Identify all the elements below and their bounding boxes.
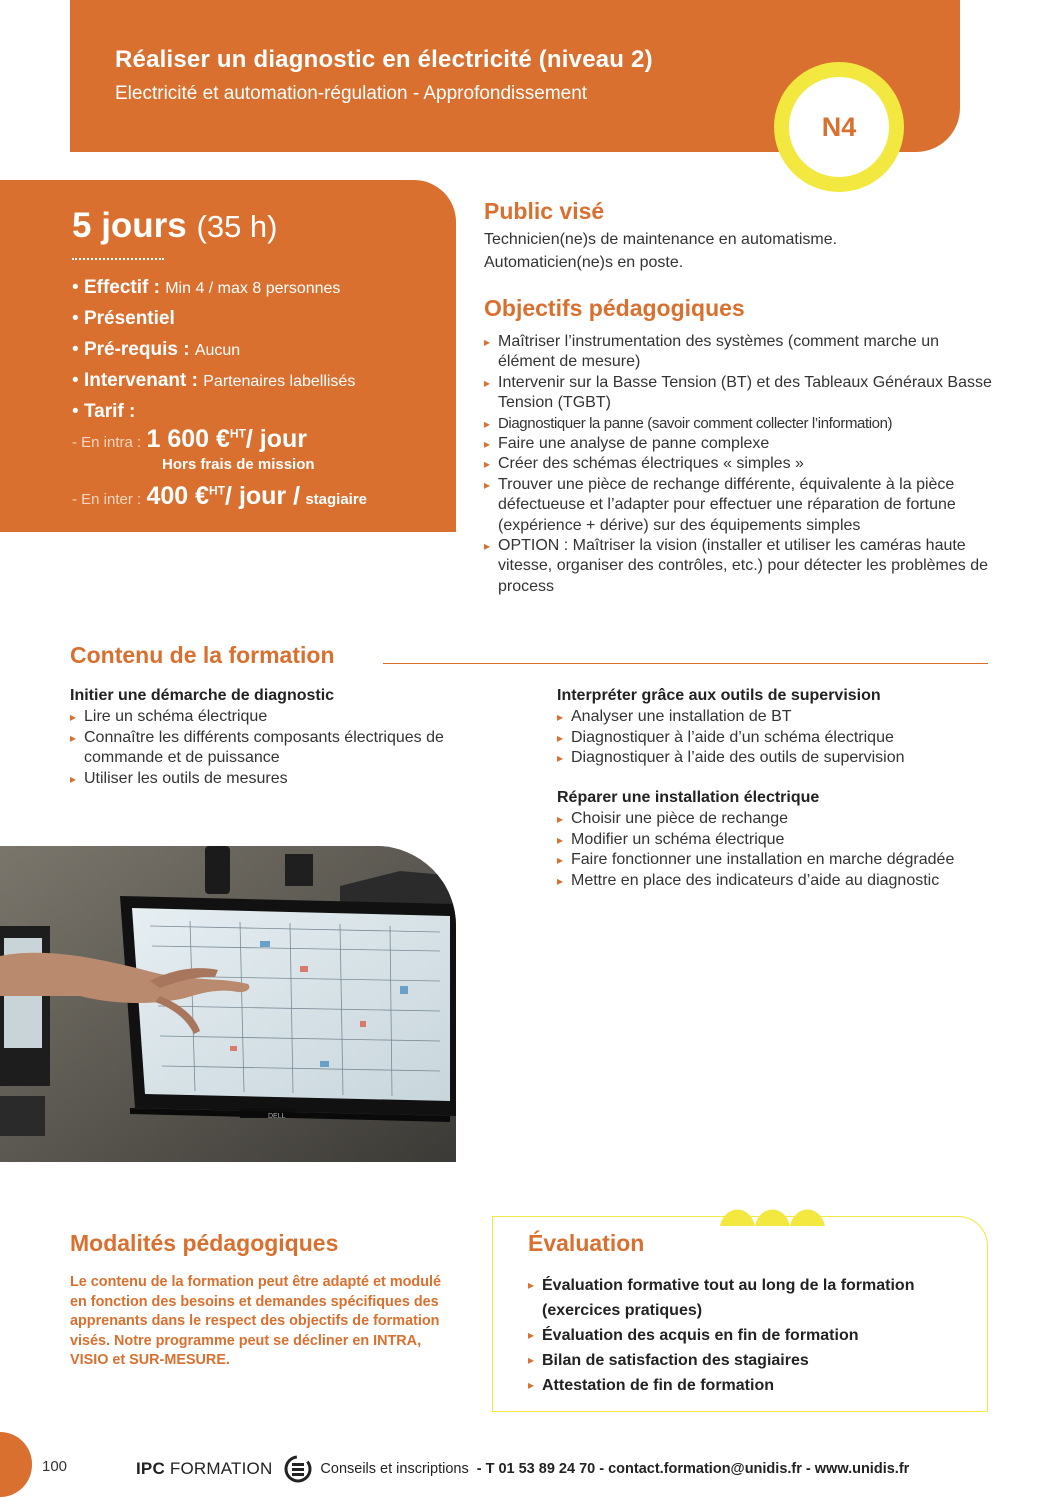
duration-divider: [72, 258, 164, 260]
list-item: ▸ Trouver une pièce de rechange différente, équivalente à la pièce défectueuse et l’adapter pour effectuer une réparation de fortune (expérience + dérive) sur des équipements simples: [484, 475, 994, 536]
contenu-block-diagnostic: [70, 686, 490, 789]
effectif-row: • Effectif : Min 4 / max 8 personnes: [72, 277, 341, 298]
objectifs-list: [484, 332, 994, 597]
list-item: ▸ Choisir une pièce de rechange: [557, 809, 957, 829]
wave-decoration-icon: [720, 1196, 840, 1236]
list-item: ▸ Modifier un schéma électrique: [557, 830, 957, 850]
page-title: Réaliser un diagnostic en électricité (niveau 2): [115, 46, 653, 73]
presentiel-row: • Présentiel: [72, 308, 175, 329]
hors-frais: Hors frais de mission: [162, 456, 315, 473]
duration: [72, 206, 277, 246]
duration-days: 5 jours: [72, 206, 187, 245]
public-title: Public visé: [484, 198, 605, 224]
page-number: 100: [42, 1458, 68, 1475]
list-item: ▸ Faire fonctionner une installation en marche dégradée: [557, 850, 957, 870]
evaluation-list: [528, 1273, 968, 1398]
list-item: ▸ Lire un schéma électrique: [70, 707, 490, 727]
list-item: ▸ Créer des schémas électriques « simples »: [484, 454, 994, 474]
presentiel-label: Présentiel: [83, 308, 175, 329]
block-title: Interpréter grâce aux outils de supervision: [557, 687, 881, 704]
prerequis-row: • Pré-requis : Aucun: [72, 339, 241, 360]
training-photo: [0, 846, 456, 1162]
contenu-title: Contenu de la formation: [70, 642, 335, 668]
prerequis-value: Aucun: [194, 342, 241, 359]
prerequis-label: Pré-requis :: [83, 339, 190, 360]
intra-label: - En intra :: [72, 434, 142, 451]
list-item: ▸ Diagnostiquer à l’aide d’un schéma électrique: [557, 728, 977, 748]
photo-illustration: [0, 846, 456, 1162]
list-item: ▸ Utiliser les outils de mesures: [70, 769, 490, 789]
effectif-label: Effectif :: [83, 277, 160, 298]
list-item: ▸ Diagnostiquer la panne (savoir comment collecter l’information): [484, 414, 994, 434]
block-title: Initier une démarche de diagnostic: [70, 687, 335, 704]
info-box: [0, 180, 456, 532]
modalites-text: Le contenu de la formation peut être adapté et modulé en fonction des besoins et demandes spécifiques des apprenants dans le respect des objectifs de formation visés. Notre programme peut se décliner en INTRA, VISIO et SUR-MESURE.: [70, 1274, 442, 1368]
list-item: ▸ Maîtriser l’instrumentation des systèmes (comment marche un élément de mesure): [484, 332, 994, 373]
duration-hours: (35 h): [196, 209, 278, 244]
inter-stagiaire: stagiaire: [305, 491, 368, 508]
list-item: ▸ Évaluation formative tout au long de la formation (exercices pratiques): [528, 1273, 968, 1323]
page-subtitle: Electricité et automation-régulation - Approfondissement: [115, 83, 588, 104]
tarif-label: Tarif :: [83, 401, 136, 422]
intra-price: 1 600 €$^{HT}$/ jour: [146, 425, 308, 453]
public-line-2: Automaticien(ne)s en poste.: [484, 254, 684, 271]
footer-brand: IPC FORMATION: [136, 1459, 273, 1478]
intervenant-value: Partenaires labellisés: [203, 373, 356, 390]
list-item: ▸ Diagnostiquer à l’aide des outils de supervision: [557, 748, 977, 768]
public-line-1: Technicien(ne)s de maintenance en automatisme.: [484, 231, 838, 248]
ipc-logo-icon: [282, 1454, 314, 1484]
inter-row: [72, 482, 367, 511]
effectif-value: Min 4 / max 8 personnes: [165, 280, 341, 297]
block-title: Réparer une installation électrique: [557, 789, 820, 806]
tarif-row: • Tarif :: [72, 401, 136, 422]
list-item: ▸ Attestation de fin de formation: [528, 1373, 968, 1398]
evaluation-title: Évaluation: [528, 1230, 645, 1256]
list-item: ▸ Connaître les différents composants électriques de commande et de puissance: [70, 728, 490, 769]
contenu-divider: [383, 663, 988, 664]
footer-conseils: Conseils et inscriptions: [320, 1461, 469, 1477]
list-item: ▸ OPTION : Maîtriser la vision (installer et utiliser les caméras haute vitesse, organiser des contrôles, etc.) pour détecter les problèmes de process: [484, 536, 994, 597]
public-text: [484, 228, 837, 274]
footer-contact: - T 01 53 89 24 70 - contact.formation@unidis.fr - www.unidis.fr: [476, 1461, 910, 1477]
contenu-block-reparer: [557, 788, 957, 891]
level-badge: N4: [774, 62, 904, 192]
objectifs-title: Objectifs pédagogiques: [484, 295, 745, 321]
list-item: ▸ Évaluation des acquis en fin de formation: [528, 1323, 968, 1348]
list-item: ▸ Bilan de satisfaction des stagiaires: [528, 1348, 968, 1373]
list-item: ▸ Mettre en place des indicateurs d’aide au diagnostic: [557, 871, 957, 891]
inter-label: - En inter :: [72, 491, 142, 508]
list-item: ▸ Analyser une installation de BT: [557, 707, 977, 727]
intervenant-label: Intervenant :: [83, 370, 198, 391]
footer: [136, 1454, 909, 1484]
intervenant-row: • Intervenant : Partenaires labellisés: [72, 370, 356, 391]
monitor-brand: DELL: [268, 1113, 286, 1120]
inter-price: 400 €$^{HT}$/ jour /: [146, 482, 301, 510]
modalites-title: Modalités pédagogiques: [70, 1230, 339, 1256]
page-tab: [0, 1432, 32, 1497]
contenu-block-supervision: [557, 686, 977, 769]
list-item: ▸ Intervenir sur la Basse Tension (BT) et des Tableaux Généraux Basse Tension (TGBT): [484, 373, 994, 414]
intra-row: [72, 425, 307, 454]
list-item: ▸ Faire une analyse de panne complexe: [484, 434, 994, 454]
